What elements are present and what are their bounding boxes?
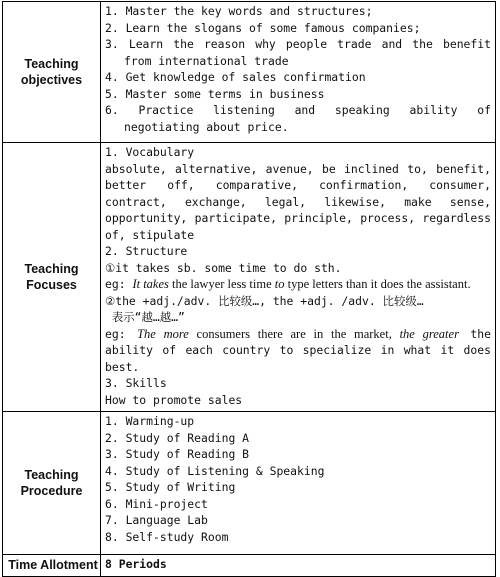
example-text-rest: the ability of each country to specialize in what it does best.: [105, 326, 491, 374]
procedure-item: 2. Study of Reading A: [105, 430, 250, 445]
structure-one-example: [105, 276, 491, 293]
focuses-content-cell: [101, 143, 496, 412]
example-italic-2: the greater: [399, 326, 459, 341]
vocabulary-heading: 1. Vocabulary: [105, 145, 195, 159]
procedure-item: 6. Mini-project: [105, 496, 208, 511]
procedure-item: 7. Language Lab: [105, 513, 208, 527]
objective-item: 5. Master some terms in business: [105, 86, 325, 101]
structure-one: ①it takes sb. some time to do sth.: [105, 260, 342, 275]
procedure-item: 1. Warming-up: [105, 414, 195, 428]
objectives-label-line1: Teaching: [24, 57, 79, 71]
time-row: [3, 555, 496, 577]
example-prefix: eg:: [105, 326, 138, 341]
objective-item: 3. Learn the reason why people trade and the benefit from international trade: [105, 37, 491, 68]
skills-heading: 3. Skills: [105, 376, 167, 390]
procedure-item: 5. Study of Writing: [105, 480, 236, 494]
lesson-plan-table: [2, 1, 496, 577]
vocabulary-list: absolute, alternative, avenue, be inclined to, benefit, better off, comparative, confirmation, consumer, contract, exchange, legal, likewise, make sense, opportunity, participate, principle, process, regardless of, stipulate: [105, 161, 491, 242]
time-label: Time Allotment: [3, 555, 101, 577]
example-prefix: eg:: [105, 277, 133, 291]
example-italic-1: The more: [137, 326, 189, 341]
example-text-rest: type letters than it does the assistant.: [284, 277, 471, 291]
example-italic-1: It takes: [132, 277, 169, 291]
example-text-mid: the lawyer less time: [168, 277, 275, 291]
procedure-item: 4. Study of Listening & Speaking: [105, 463, 325, 478]
objectives-content-cell: [101, 2, 496, 143]
objective-item: 2. Learn the slogans of some famous companies;: [105, 20, 421, 35]
procedure-content-cell: [101, 412, 496, 555]
objective-item: 6. Practice listening and speaking ability of negotiating about price.: [105, 103, 491, 134]
focuses-label-cell: [3, 143, 101, 412]
procedure-label-line2: Procedure: [20, 484, 83, 498]
focuses-label-line1: Teaching: [24, 262, 79, 276]
objectives-label-line2: objectives: [20, 73, 83, 87]
objective-item: 4. Get knowledge of sales confirmation: [105, 70, 366, 84]
focuses-label-line2: Focuses: [26, 278, 77, 292]
example-text-mid: consumers there are in the market,: [188, 326, 400, 341]
skills-text: How to promote sales: [105, 392, 243, 407]
time-value: 8 Periods: [101, 555, 496, 577]
procedure-label-line1: Teaching: [24, 468, 79, 482]
structure-heading: 2. Structure: [105, 244, 188, 258]
objectives-row: [3, 2, 496, 143]
procedure-row: [3, 412, 496, 555]
objectives-label-cell: [3, 2, 101, 143]
procedure-label-cell: [3, 412, 101, 555]
objective-item: 1. Master the key words and structures;: [105, 4, 373, 18]
example-italic-2: to: [274, 277, 285, 291]
structure-two-meaning: 表示“越…越…”: [105, 310, 185, 324]
focuses-row: [3, 143, 496, 412]
procedure-item: 3. Study of Reading B: [105, 447, 250, 461]
structure-two: ②the +adj./adv. 比较级…, the +adj. /adv. 比较级…: [105, 293, 424, 308]
structure-two-example: [105, 326, 491, 376]
procedure-item: 8. Self-study Room: [105, 529, 229, 544]
